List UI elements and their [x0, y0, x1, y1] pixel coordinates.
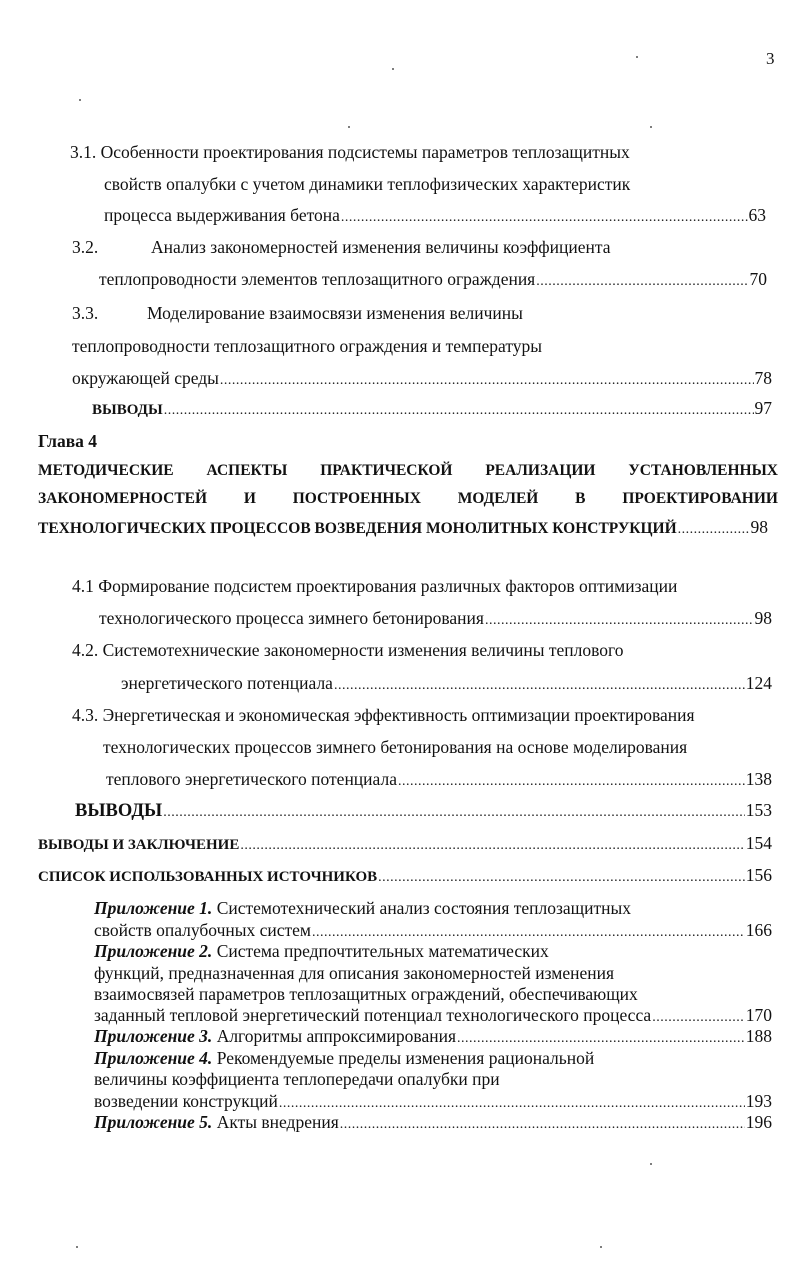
title-word: ПРОЕКТИРОВАНИИ: [622, 490, 778, 507]
title-word: МОДЕЛЕЙ: [457, 490, 539, 507]
toc-page-number: 193: [745, 1091, 772, 1111]
toc-text: [94, 943, 549, 961]
dot-leader: [334, 679, 745, 693]
toc-text: заданный тепловой энергетический потенциал технологического процесса: [94, 1005, 652, 1025]
appendix-label: Приложение 4.: [94, 1048, 213, 1068]
toc-text: функций, предназначенная для описания закономерностей изменения: [94, 963, 615, 983]
toc-number: 3.3.: [72, 303, 99, 323]
toc-page-number: 78: [754, 368, 772, 388]
dot-leader: [678, 523, 750, 537]
title-word: ПРАКТИЧЕСКОЙ: [320, 462, 453, 479]
toc-page-number: 154: [745, 833, 772, 853]
toc-text: Анализ закономерностей изменения величины коэффициента: [151, 237, 611, 257]
toc-text: величины коэффициента теплопередачи опалубки при: [94, 1069, 500, 1089]
scan-speck: [650, 1163, 652, 1165]
title-word: ЗАКОНОМЕРНОСТЕЙ: [38, 490, 208, 507]
toc-row: [99, 271, 767, 289]
toc-row: [94, 1093, 772, 1111]
toc-text: [94, 1028, 456, 1046]
dot-leader: [240, 839, 744, 853]
dot-leader: [220, 374, 754, 388]
chapter-title-line-3: [38, 519, 768, 537]
title-word: АСПЕКТЫ: [206, 462, 288, 479]
toc-text: энергетического потенциала: [121, 673, 333, 693]
toc-entry-4-conclusions: [75, 802, 772, 821]
dot-leader: [312, 926, 745, 940]
toc-text: [94, 900, 631, 918]
title-word: РЕАЛИЗАЦИИ: [485, 462, 596, 479]
dot-leader: [164, 404, 754, 418]
page-number: 3: [766, 49, 775, 68]
toc-page-number: 97: [754, 398, 772, 418]
title-word: МЕТОДИЧЕСКИЕ: [38, 462, 174, 479]
toc-page-number: 153: [745, 800, 772, 820]
appendix-label: Приложение 5.: [94, 1112, 213, 1132]
dot-leader: [457, 1032, 745, 1046]
toc-text: ВЫВОДЫ: [92, 402, 163, 418]
toc-row: [106, 771, 772, 789]
toc-text: СПИСОК ИСПОЛЬЗОВАННЫХ ИСТОЧНИКОВ: [38, 869, 378, 885]
toc-text: возведении конструкций: [94, 1091, 278, 1111]
toc-entry-references: [38, 867, 772, 885]
toc-page-number: 98: [750, 517, 768, 537]
toc-entry-3-conclusions: [92, 400, 772, 418]
scan-speck: [650, 126, 652, 128]
appendix-title: Алгоритмы аппроксимирования: [216, 1026, 457, 1046]
toc-text: ТЕХНОЛОГИЧЕСКИХ ПРОЦЕССОВ ВОЗВЕДЕНИЯ МОНОЛИТНЫХ КОНСТРУКЦИЙ: [38, 520, 677, 537]
toc-text: [94, 1050, 594, 1068]
toc-text: окружающей среды: [72, 368, 219, 388]
appendix-5: [94, 1114, 772, 1132]
chapter-heading: Глава 4: [38, 431, 98, 451]
toc-text: 3.1. Особенности проектирования подсистемы параметров теплозащитных: [70, 142, 630, 162]
appendix-title: Системотехнический анализ состояния теплозащитных: [216, 898, 632, 918]
scan-speck: [79, 99, 81, 101]
toc-page-number: 196: [745, 1112, 772, 1132]
appendix-title: Система предпочтительных математических: [216, 941, 549, 961]
dot-leader: [652, 1011, 745, 1025]
toc-text: ВЫВОДЫ: [75, 801, 163, 821]
toc-page-number: 170: [745, 1005, 772, 1025]
scan-speck: [348, 126, 350, 128]
toc-text: технологического процесса зимнего бетонирования: [99, 608, 484, 628]
dot-leader: [341, 211, 748, 225]
toc-page-number: 124: [745, 673, 772, 693]
chapter-title-line-2: [38, 491, 778, 507]
chapter-title-line-1: [38, 463, 778, 479]
toc-page-number: 70: [749, 269, 767, 289]
toc-text: теплопроводности элементов теплозащитного ограждения: [99, 269, 536, 289]
toc-text: теплопроводности теплозащитного ограждения и температуры: [72, 336, 543, 356]
scan-speck: [636, 56, 638, 58]
toc-row: [99, 610, 772, 628]
toc-page-number: 156: [745, 865, 772, 885]
toc-row: [94, 1007, 772, 1025]
scan-speck: [600, 1246, 602, 1248]
toc-text: технологических процессов зимнего бетонирования на основе моделирования: [103, 737, 688, 757]
scan-speck: [392, 68, 394, 70]
dot-leader: [163, 806, 745, 820]
toc-text: процесса выдерживания бетона: [104, 205, 340, 225]
toc-text: 4.2. Системотехнические закономерности изменения величины теплового: [72, 640, 624, 660]
toc-text: свойств опалубочных систем: [94, 920, 312, 940]
dot-leader: [340, 1118, 745, 1132]
title-word: УСТАНОВЛЕННЫХ: [628, 462, 778, 479]
appendix-label: Приложение 2.: [94, 941, 213, 961]
appendix-label: Приложение 1.: [94, 898, 213, 918]
appendix-3: [94, 1028, 772, 1046]
appendix-label: Приложение 3.: [94, 1026, 213, 1046]
toc-row: [104, 207, 766, 225]
toc-text: свойств опалубки с учетом динамики теплофизических характеристик: [104, 174, 631, 194]
title-word: ПОСТРОЕННЫХ: [292, 490, 421, 507]
toc-page-number: 166: [745, 920, 772, 940]
appendix-title: Акты внедрения: [216, 1112, 339, 1132]
dot-leader: [485, 614, 754, 628]
dot-leader: [398, 775, 745, 789]
toc-text: [94, 1114, 339, 1132]
toc-text: ВЫВОДЫ И ЗАКЛЮЧЕНИЕ: [38, 837, 240, 853]
toc-text: 4.3. Энергетическая и экономическая эффективность оптимизации проектирования: [72, 705, 695, 725]
toc-text: теплового энергетического потенциала: [106, 769, 397, 789]
toc-number: 3.2.: [72, 237, 99, 257]
toc-row: [94, 922, 772, 940]
scan-speck: [76, 1246, 78, 1248]
toc-page-number: 138: [745, 769, 772, 789]
dot-leader: [378, 871, 745, 885]
toc-row: [72, 370, 772, 388]
title-word: В: [575, 490, 586, 507]
toc-page-number: 98: [754, 608, 772, 628]
appendix-title: Рекомендуемые пределы изменения рациональной: [216, 1048, 595, 1068]
dot-leader: [279, 1097, 745, 1111]
toc-page-number: 188: [745, 1026, 772, 1046]
toc-page-number: 63: [748, 205, 766, 225]
title-word: И: [243, 490, 256, 507]
toc-entry-final-conclusions: [38, 835, 772, 853]
dot-leader: [536, 275, 748, 289]
toc-text: Моделирование взаимосвязи изменения величины: [147, 303, 523, 323]
toc-text: взаимосвязей параметров теплозащитных ограждений, обеспечивающих: [94, 984, 638, 1004]
toc-row: [121, 675, 772, 693]
toc-text: 4.1 Формирование подсистем проектирования различных факторов оптимизации: [72, 576, 678, 596]
